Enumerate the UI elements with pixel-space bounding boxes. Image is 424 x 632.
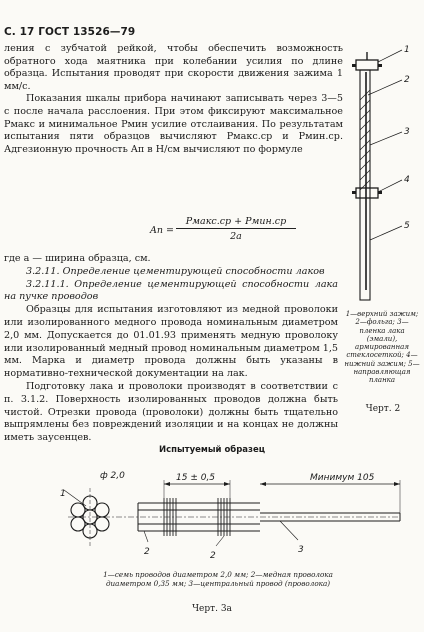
fig3-label-1: 1: [60, 489, 66, 499]
formula-lhs: Aп =: [150, 225, 174, 236]
figure-2-caption: Черт. 2: [365, 404, 401, 414]
formula-numerator: Pмакс.ср + Pмин.ср: [176, 216, 296, 229]
fig2-label-5: 5: [404, 221, 410, 231]
paragraph-samples: Образцы для испытания изготовляют из медной проволоки или изолированного медного провода номинальным диаметром 2,0 мм. Допускается до 01.01.93 применять медную проволоку или изолированный медный провод номинальным диаметром 1,5 мм. Марка и диаметр провода должны быть указаны в нормативно-технической документации на лак.: [4, 304, 338, 380]
formula-where: где a — ширина образца, см.: [4, 253, 151, 264]
section-heading-3-2-11: 3.2.11. Определение цементирующей способности лаков: [26, 265, 325, 277]
paragraph-measurement: Показания шкалы прибора начинают записывать через 3—5 с после начала расслоения. При этом фиксируют максимальное Pмакс и минимальное Pмин усилие отслаивания. По результатам испытания пяти образцов вычисляют Pмакс.ср и Pмин.ср. Адгезионную прочность Aп в Н/см вычисляют по формуле: [4, 93, 343, 155]
upper-clamp: [356, 60, 378, 70]
fig3-legend-line-2: диаметром 0,35 мм; 3—центральный провод (проволока): [105, 579, 331, 588]
fig2-label-4: 4: [404, 175, 410, 185]
paragraph-preparation: Подготовку лака и проволоки производят в соответствии с п. 3.1.2. Поверхность изолированных проводов должна быть чистой. Отрезки провода (проволоки) должны быть тщательно выпрямлены без повреждений изоляции и на концах не должны иметь заусенцев.: [4, 380, 338, 444]
fig3-label-2b: 2: [210, 551, 216, 561]
fig2-label-1: 1: [404, 45, 410, 55]
figure-2-drawing: [344, 40, 420, 310]
formula-denominator: 2a: [230, 231, 242, 242]
figure-2-legend: 1—верхний зажим; 2—фольга; 3—пленка лака (эмали), армированная стеклосеткой; 4—нижний зажим; 5—направляющая планка: [344, 310, 420, 385]
fig3-label-3: 3: [298, 545, 304, 555]
section-heading-3-2-11-1: 3.2.11.1. Определение цементирующей способности лака на пучке проводов: [4, 278, 338, 303]
figure-3a-legend: [58, 570, 378, 588]
lacquer-film: [360, 90, 370, 190]
fig3-label-2a: 2: [144, 547, 150, 557]
page-header: С. 17 ГОСТ 13526—79: [4, 26, 136, 38]
fig2-label-3: 3: [404, 127, 410, 137]
lower-text-block: [4, 253, 338, 445]
dimension-minimum: Минимум 105: [310, 473, 375, 483]
fig2-label-2: 2: [404, 75, 410, 85]
diameter-label: ф 2,0: [100, 471, 125, 481]
lower-clamp: [356, 188, 378, 198]
dimension-length: 15 ± 0,5: [176, 473, 216, 483]
top-text-block: [4, 43, 343, 156]
adhesion-formula: [150, 216, 300, 246]
paragraph-continuation: ления с зубчатой рейкой, чтобы обеспечить возможность обратного хода маятника при колебании усилия по длине образца. Испытания проводят при скорости движения зажима 1 мм/с.: [4, 43, 343, 92]
figure-3a-drawing: [60, 460, 420, 570]
figure-3a-caption: Черт. 3а: [192, 604, 232, 614]
fig3-legend-line-1: 1—семь проводов диаметром 2,0 мм; 2—медная проволока: [103, 570, 333, 579]
figure-3a-title: Испытуемый образец: [158, 445, 266, 455]
